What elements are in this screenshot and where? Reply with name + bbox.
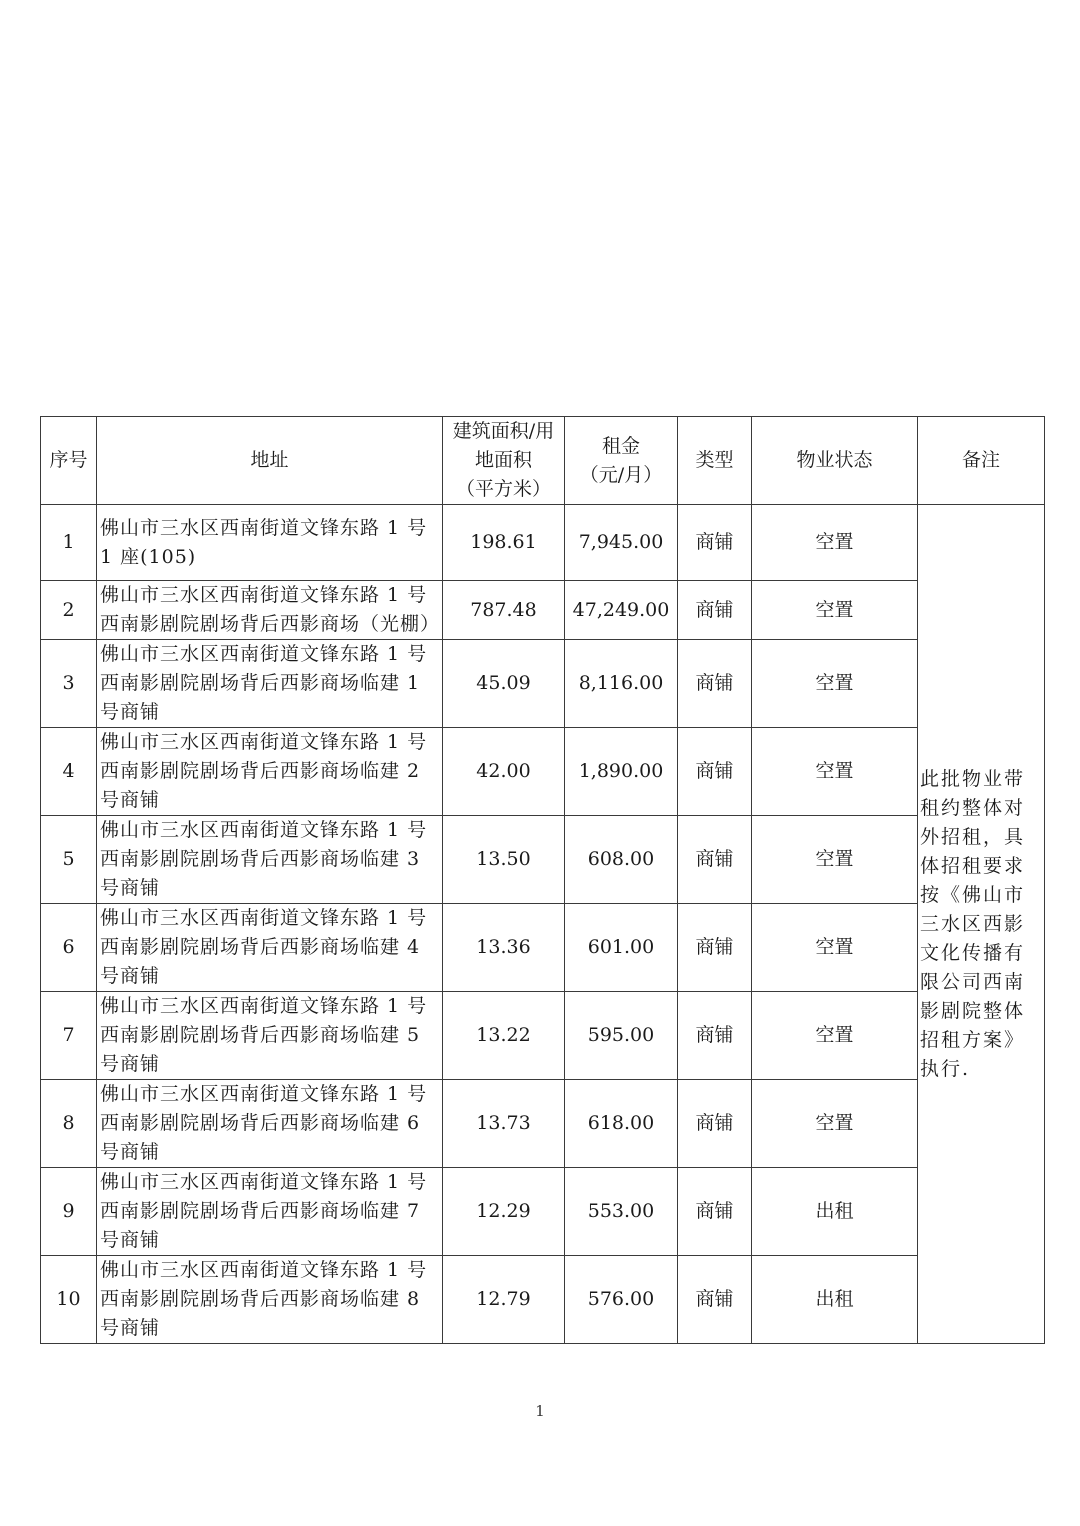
cell-rent: 1,890.00 <box>565 728 678 816</box>
cell-index: 1 <box>41 505 97 581</box>
cell-status: 空置 <box>752 904 918 992</box>
header-area-line3: （平方米） <box>455 478 551 500</box>
cell-index: 8 <box>41 1080 97 1168</box>
table-row <box>41 904 1045 992</box>
cell-index: 5 <box>41 816 97 904</box>
table-row <box>41 505 1045 581</box>
cell-status: 空置 <box>752 816 918 904</box>
table-row <box>41 1168 1045 1256</box>
cell-area: 198.61 <box>443 505 565 581</box>
cell-area: 42.00 <box>443 728 565 816</box>
cell-status: 空置 <box>752 1080 918 1168</box>
cell-status: 空置 <box>752 505 918 581</box>
property-lease-table <box>40 416 1045 1344</box>
cell-index: 6 <box>41 904 97 992</box>
header-address: 地址 <box>97 417 443 505</box>
page-number: 1 <box>535 1402 545 1420</box>
cell-address: 佛山市三水区西南街道文锋东路 1 号西南影剧院剧场背后西影商场临建 2 号商铺 <box>97 728 443 816</box>
cell-area: 13.22 <box>443 992 565 1080</box>
table-header-row <box>41 417 1045 505</box>
cell-address: 佛山市三水区西南街道文锋东路 1 号西南影剧院剧场背后西影商场临建 5 号商铺 <box>97 992 443 1080</box>
cell-remark: 此批物业带租约整体对外招租，具体招租要求按《佛山市三水区西影文化传播有限公司西南影剧院整体招租方案》执行. <box>918 505 1045 1344</box>
header-status: 物业状态 <box>752 417 918 505</box>
cell-address: 佛山市三水区西南街道文锋东路 1 号西南影剧院剧场背后西影商场临建 4 号商铺 <box>97 904 443 992</box>
cell-area: 12.79 <box>443 1256 565 1344</box>
cell-type: 商铺 <box>678 1080 752 1168</box>
cell-rent: 47,249.00 <box>565 581 678 640</box>
cell-rent: 601.00 <box>565 904 678 992</box>
cell-rent: 576.00 <box>565 1256 678 1344</box>
cell-address: 佛山市三水区西南街道文锋东路 1 号西南影剧院剧场背后西影商场临建 1 号商铺 <box>97 640 443 728</box>
cell-status: 空置 <box>752 992 918 1080</box>
header-type: 类型 <box>678 417 752 505</box>
cell-address: 佛山市三水区西南街道文锋东路 1 号西南影剧院剧场背后西影商场临建 6 号商铺 <box>97 1080 443 1168</box>
cell-index: 7 <box>41 992 97 1080</box>
header-rent-line2: （元/月） <box>579 463 663 486</box>
cell-type: 商铺 <box>678 581 752 640</box>
cell-status: 空置 <box>752 640 918 728</box>
cell-rent: 553.00 <box>565 1168 678 1256</box>
cell-address: 佛山市三水区西南街道文锋东路 1 号西南影剧院剧场背后西影商场（光棚） <box>97 581 443 640</box>
cell-area: 787.48 <box>443 581 565 640</box>
cell-address: 佛山市三水区西南街道文锋东路 1 号西南影剧院剧场背后西影商场临建 3 号商铺 <box>97 816 443 904</box>
header-index: 序号 <box>41 417 97 505</box>
cell-type: 商铺 <box>678 640 752 728</box>
cell-address: 佛山市三水区西南街道文锋东路 1 号 1 座(105) <box>97 505 443 581</box>
cell-index: 9 <box>41 1168 97 1256</box>
cell-type: 商铺 <box>678 816 752 904</box>
cell-index: 3 <box>41 640 97 728</box>
table-row <box>41 581 1045 640</box>
cell-rent: 595.00 <box>565 992 678 1080</box>
cell-rent: 7,945.00 <box>565 505 678 581</box>
cell-area: 13.36 <box>443 904 565 992</box>
cell-rent: 8,116.00 <box>565 640 678 728</box>
cell-area: 12.29 <box>443 1168 565 1256</box>
cell-rent: 608.00 <box>565 816 678 904</box>
cell-status: 空置 <box>752 728 918 816</box>
header-area <box>443 417 565 505</box>
table-row <box>41 640 1045 728</box>
table-row <box>41 1080 1045 1168</box>
cell-type: 商铺 <box>678 1256 752 1344</box>
cell-index: 10 <box>41 1256 97 1344</box>
cell-index: 2 <box>41 581 97 640</box>
table-row <box>41 992 1045 1080</box>
cell-type: 商铺 <box>678 992 752 1080</box>
cell-status: 空置 <box>752 581 918 640</box>
cell-address: 佛山市三水区西南街道文锋东路 1 号西南影剧院剧场背后西影商场临建 7 号商铺 <box>97 1168 443 1256</box>
header-remark: 备注 <box>918 417 1045 505</box>
table-row <box>41 728 1045 816</box>
table-row <box>41 816 1045 904</box>
cell-index: 4 <box>41 728 97 816</box>
cell-area: 45.09 <box>443 640 565 728</box>
cell-type: 商铺 <box>678 728 752 816</box>
cell-rent: 618.00 <box>565 1080 678 1168</box>
header-area-line2: 地面积 <box>474 449 532 471</box>
header-area-line1: 建筑面积/用 <box>452 420 555 442</box>
header-rent <box>565 417 678 505</box>
cell-area: 13.73 <box>443 1080 565 1168</box>
table-row <box>41 1256 1045 1344</box>
cell-area: 13.50 <box>443 816 565 904</box>
header-rent-line1: 租金 <box>601 434 640 457</box>
cell-address: 佛山市三水区西南街道文锋东路 1 号西南影剧院剧场背后西影商场临建 8 号商铺 <box>97 1256 443 1344</box>
cell-status: 出租 <box>752 1168 918 1256</box>
cell-type: 商铺 <box>678 904 752 992</box>
cell-type: 商铺 <box>678 505 752 581</box>
cell-status: 出租 <box>752 1256 918 1344</box>
cell-type: 商铺 <box>678 1168 752 1256</box>
